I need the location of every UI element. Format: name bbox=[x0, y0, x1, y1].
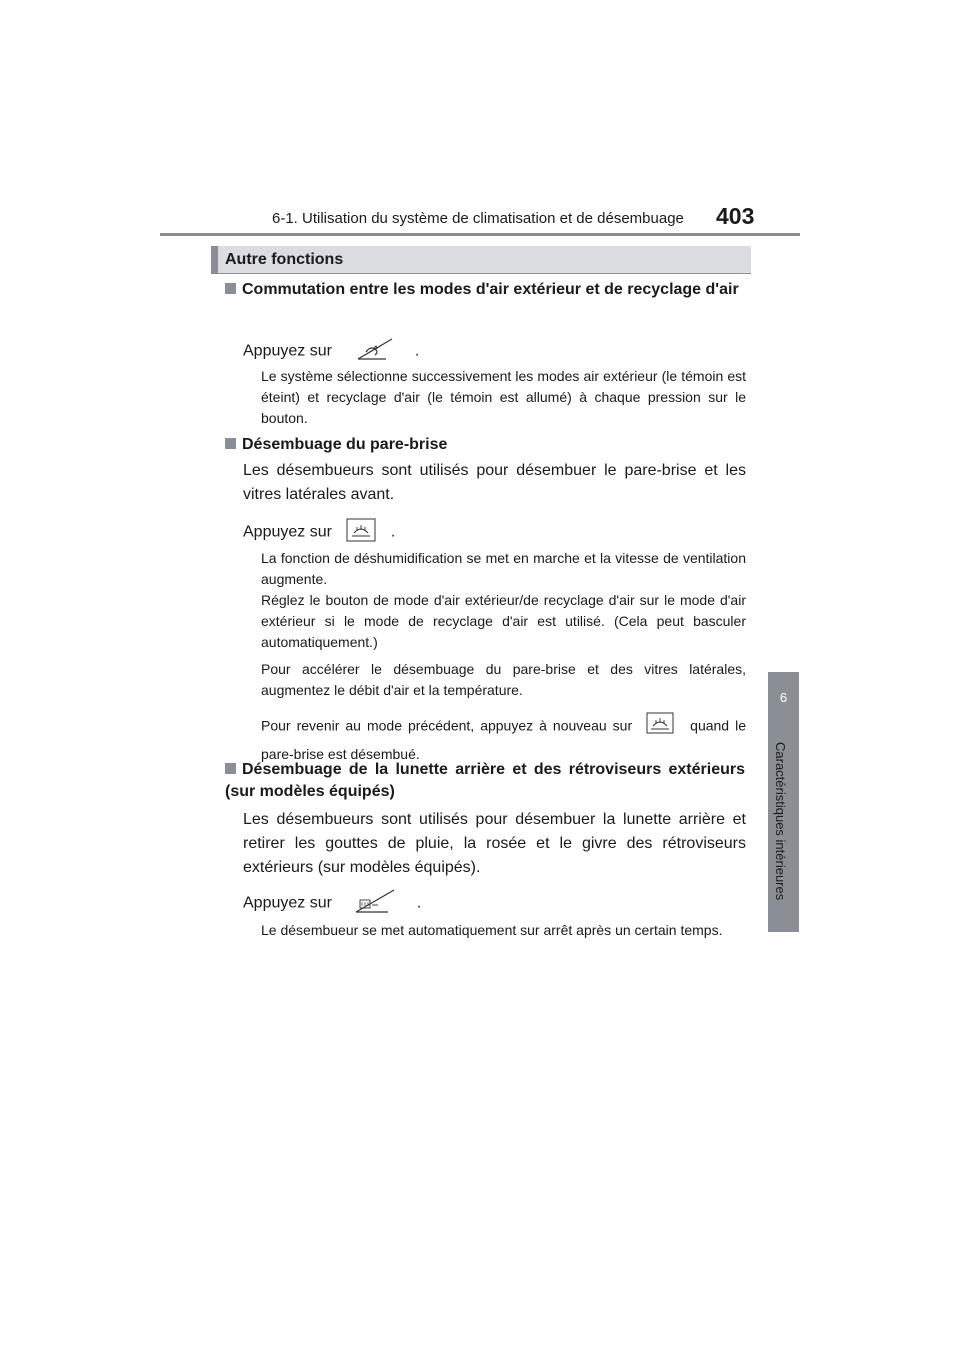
press-instruction-rear-defog: Appuyez sur . bbox=[243, 888, 421, 919]
press-instruction-recirculation: Appuyez sur . bbox=[243, 337, 419, 366]
press-instruction-windshield-defog: Appuyez sur . bbox=[243, 518, 395, 547]
header-divider bbox=[160, 233, 800, 236]
note-windshield-defog-3: Pour accélérer le désembuage du pare-brise et des vitres latérales, augmentez le débit d'air et la température. bbox=[261, 661, 746, 698]
note-windshield-defog-return: Pour revenir au mode précédent, appuyez à nouveau sur quand le pare-brise est désembué. bbox=[261, 712, 746, 767]
bullet-square-icon bbox=[225, 763, 236, 774]
recirculation-button-icon bbox=[354, 337, 396, 366]
header-section-path: 6-1. Utilisation du système de climatisation et de désembuage bbox=[272, 210, 684, 227]
note-recirculation: Le système sélectionne successivement les modes air extérieur (le témoin est éteint) et recyclage d'air (le témoin est allumé) à chaque pression sur le bouton. bbox=[261, 368, 746, 426]
item-heading-recirculation: Commutation entre les modes d'air extérieur et de recyclage d'air bbox=[225, 279, 745, 301]
windshield-defogger-button-icon bbox=[646, 712, 674, 742]
description-rear-defog: Les désembueurs sont utilisés pour désembuer la lunette arrière et retirer les gouttes de pluie, la rosée et le givre des rétroviseurs extérieurs (sur modèles équipés). bbox=[243, 811, 746, 876]
note-windshield-defog-1: La fonction de déshumidification se met en marche et la vitesse de ventilation augmente. bbox=[261, 550, 746, 587]
item-heading-windshield-defog: Désembuage du pare-brise bbox=[225, 434, 745, 456]
page-number: 403 bbox=[716, 203, 755, 229]
windshield-defogger-button-icon bbox=[346, 518, 376, 547]
note-rear-defog: Le désembueur se met automatiquement sur arrêt après un certain temps. bbox=[261, 922, 723, 938]
chapter-title-vertical bbox=[773, 742, 795, 922]
section-title: Autre fonctions bbox=[225, 251, 344, 268]
rear-defogger-button-icon bbox=[352, 888, 398, 919]
bullet-square-icon bbox=[225, 283, 236, 294]
item-heading-rear-defog: Désembuage de la lunette arrière et des rétroviseurs extérieurs (sur modèles équipés) bbox=[225, 761, 745, 800]
note-windshield-defog-2: Réglez le bouton de mode d'air extérieur/de recyclage d'air sur le mode d'air extérieur si le mode de recyclage d'air est utilisé. (Cela peut basculer automatiquement.) bbox=[261, 592, 746, 650]
chapter-title: Caractéristiques intérieures bbox=[773, 742, 788, 901]
description-windshield-defog: Les désembueurs sont utilisés pour désembuer le pare-brise et les vitres latérales avant. bbox=[243, 462, 746, 503]
bullet-square-icon bbox=[225, 438, 236, 449]
chapter-number: 6 bbox=[779, 690, 788, 705]
section-divider bbox=[211, 273, 751, 274]
